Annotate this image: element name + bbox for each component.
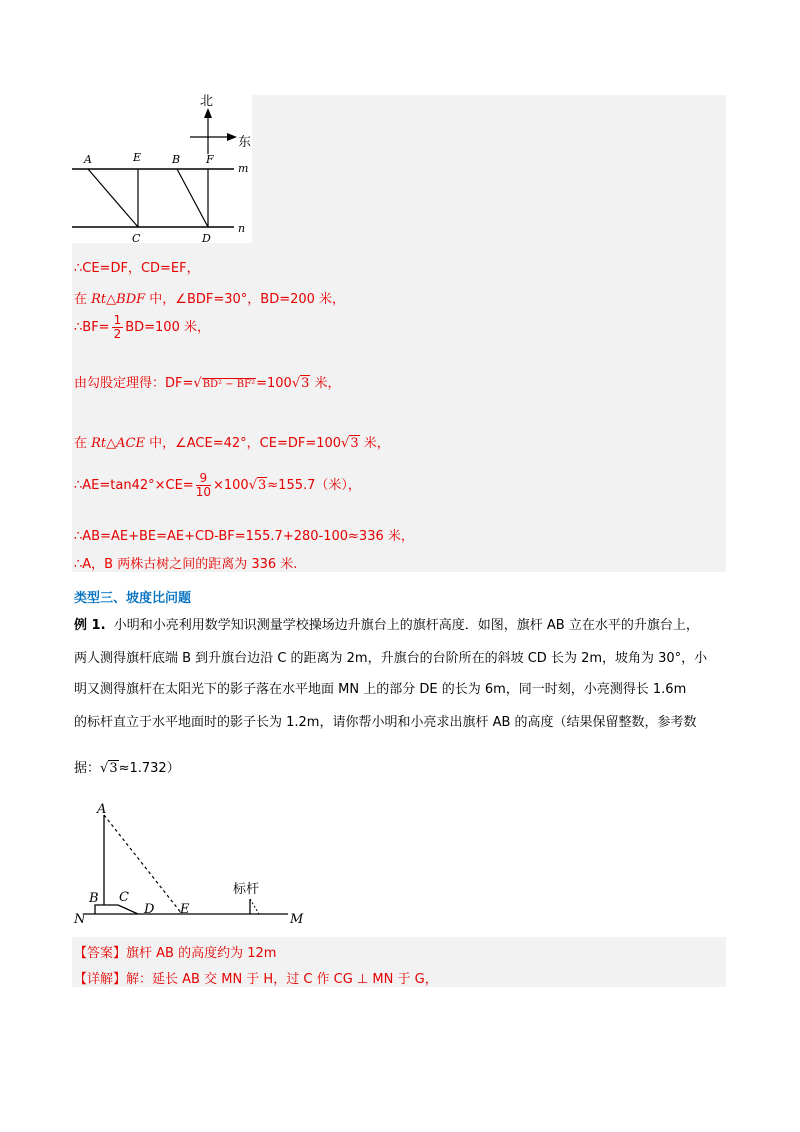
- segment-ac: [88, 169, 138, 227]
- solution-line-4: 由勾股定理得：DF=√BD² − BF²=100√3 米，: [74, 376, 341, 391]
- answer-text: 旗杆 AB 的高度约为 12m: [126, 946, 277, 961]
- example-line-2: 两人测得旗杆底端 B 到升旗台边沿 C 的距离为 2m，升旗台的台阶所在的斜坡 CD 长为 2m，坡角为 30°，小: [74, 651, 708, 666]
- sqrt-3-d: √3: [100, 761, 118, 776]
- point-a-label: A: [84, 153, 92, 166]
- figure1-diagram: [72, 90, 257, 245]
- example-line-1: 例 1. 小明和小亮利用数学知识测量学校操场边升旗台上的旗杆高度．如图，旗杆 AB 立在水平的升旗台上，: [74, 618, 699, 633]
- detail-text: 解：延长 AB 交 MN 于 H，过 C 作 CG ⊥ MN 于 G，: [126, 972, 438, 987]
- fig2-point-d-label: D: [144, 902, 155, 917]
- line-m-label: m: [238, 162, 249, 175]
- fig2-point-e-label: E: [180, 902, 190, 917]
- sqrt-bd-bf: √BD² − BF²: [193, 376, 256, 391]
- fraction-nine-tenths: $\frac{9}{10}$: [195, 471, 211, 499]
- solution-line-8: ∴A，B 两株古树之间的距离为 336 米.: [74, 557, 298, 572]
- sqrt-3-c: √3: [248, 478, 267, 493]
- compass-east-arrow: [227, 133, 237, 141]
- example-label: 例 1.: [74, 618, 106, 633]
- detail-line: [74, 968, 438, 987]
- solution-line-6: ∴AE=tan42°×CE= $\frac{9}{10}$ ×100√3≈155.7（米），: [74, 471, 361, 499]
- section-heading: 类型三、坡度比问题: [74, 591, 192, 606]
- answer-line: [74, 942, 276, 961]
- example-line-5: 据：√3≈1.732）: [74, 761, 180, 776]
- example-line-4: 的标杆直立于水平地面时的影子长为 1.2m，请你帮小明和小亮求出旗杆 AB 的高度（结果保留整数，参考数: [74, 715, 697, 730]
- fig2-point-c-label: C: [119, 890, 129, 905]
- solution-line-5: 在 Rt△ACE 中，∠ACE=42°，CE=DF=100√3 米，: [74, 436, 390, 451]
- solution-line-2: 在 Rt△BDF 中，∠BDF=30°，BD=200 米，: [74, 292, 346, 307]
- point-f-label: F: [206, 153, 214, 166]
- fig2-point-n-label: N: [74, 912, 86, 927]
- solution-line-3: ∴BF= $\frac{1}{2}$ BD=100 米，: [74, 313, 210, 341]
- platform-outline: [95, 905, 138, 914]
- fig2-point-b-label: B: [89, 891, 99, 906]
- fig2-point-a-label: A: [97, 802, 107, 817]
- reference-pole-label: 标杆: [233, 882, 260, 897]
- line-n-label: n: [238, 222, 246, 235]
- point-e-label: E: [133, 151, 142, 164]
- sqrt-3-a: √3: [291, 376, 310, 391]
- sun-ray-ae: [104, 815, 182, 914]
- point-c-label: C: [132, 232, 141, 245]
- figure2-diagram: [70, 795, 320, 930]
- compass-north-arrow: [204, 108, 212, 118]
- compass-east-label: 东: [238, 135, 252, 150]
- example-line-3: 明又测得旗杆在太阳光下的影子落在水平地面 MN 上的部分 DE 的长为 6m，同一时刻，小亮测得长 1.6m: [74, 682, 687, 697]
- segment-bd: [177, 169, 208, 227]
- point-d-label: D: [202, 232, 211, 245]
- fig2-point-m-label: M: [290, 912, 304, 927]
- fraction-one-half: $\frac{1}{2}$: [113, 313, 122, 341]
- detail-label: 【详解】: [74, 972, 127, 987]
- reference-pole-ray: [250, 899, 259, 914]
- solution-line-1: ∴CE=DF，CD=EF，: [74, 261, 200, 276]
- solution-line-7: ∴AB=AE+BE=AE+CD-BF=155.7+280-100≈336 米，: [74, 529, 414, 544]
- sqrt-3-b: √3: [341, 436, 359, 451]
- answer-label: 【答案】: [74, 946, 127, 961]
- point-b-label: B: [172, 153, 181, 166]
- compass-north-label: 北: [200, 94, 214, 109]
